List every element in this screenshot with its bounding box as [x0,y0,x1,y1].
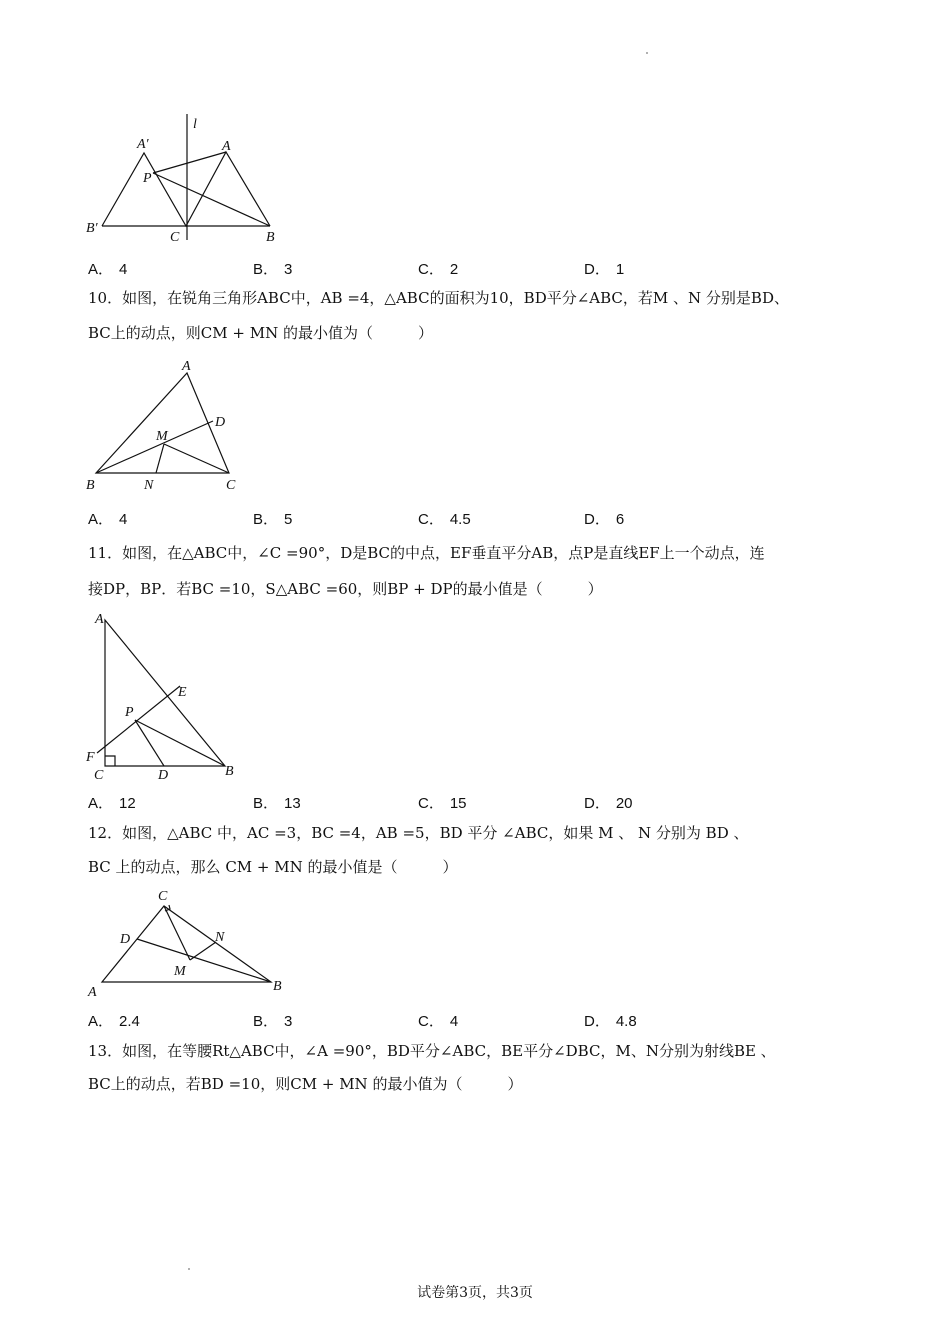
q10-text-line2: BC上的动点，则CM + MN 的最小值为（ ） [88,324,433,342]
q10-label-c: C [226,478,236,493]
q11-option-b[interactable]: B． 13 [253,795,301,812]
q12-label-b: B [273,979,282,994]
q11-option-c[interactable]: C． 15 [418,795,467,812]
q12-label-d: D [120,932,131,947]
q10-label-a: A [182,359,191,374]
q10-option-d[interactable]: D． 6 [584,511,625,528]
q12-option-d[interactable]: D． 4.8 [584,1013,637,1030]
q12-option-a[interactable]: A． 2.4 [88,1013,140,1030]
q12-label-c: C [158,889,168,904]
q10-text-line1: 10．如图，在锐角三角形ABC中，AB =4，△ABC的面积为10，BD平分∠ABC，若M 、N 分别是BD、 [88,289,789,307]
q10-option-c[interactable]: C． 4.5 [418,511,471,528]
q10-option-a[interactable]: A． 4 [88,511,128,528]
q9-option-a[interactable]: A． 4 [88,261,128,278]
q11-label-f: F [86,750,95,765]
q11-option-a[interactable]: A． 12 [88,795,136,812]
q11-text-line2: 接DP，BP．若BC =10，S△ABC =60，则BP + DP的最小值是（ ） [88,580,603,598]
q10-figure [80,355,250,495]
q12-option-b[interactable]: B． 3 [253,1013,293,1030]
q11-label-p: P [125,705,134,720]
q12-figure [80,884,300,999]
q12-label-m: M [174,964,186,979]
q10-label-b: B [86,478,95,493]
q9-label-b: B [266,230,275,245]
q9-label-c: C [170,230,180,245]
q11-figure [80,608,260,783]
q11-label-e: E [178,685,187,700]
page-footer: 试卷第3页，共3页 [417,1285,533,1301]
q9-option-b[interactable]: B． 3 [253,261,293,278]
q10-label-d: D [215,415,226,430]
q13-text-line1: 13．如图，在等腰Rt△ABC中，∠A =90°，BD平分∠ABC，BE平分∠DBC，M、N分别为射线BE 、 [88,1042,776,1060]
q11-label-a: A [95,612,104,627]
q11-text-line1: 11．如图，在△ABC中，∠C =90°，D是BC的中点，EF垂直平分AB，点P是直线EF上一个动点，连 [88,544,765,562]
q11-option-d[interactable]: D． 20 [584,795,633,812]
q9-label-a: A [222,139,231,154]
q9-label-b-prime: B′ [86,221,98,236]
q11-label-c: C [94,768,104,783]
q9-label-l: l [193,117,197,132]
q10-label-n: N [144,478,154,493]
q12-label-a: A [88,985,97,1000]
q10-option-b[interactable]: B． 5 [253,511,293,528]
q9-label-a-prime: A′ [137,137,149,152]
q9-figure [80,110,290,250]
q11-label-d: D [158,768,169,783]
q12-text-line1: 12．如图，△ABC 中，AC =3，BC =4，AB =5，BD 平分 ∠ABC，如果 M 、 N 分别为 BD 、 [88,824,749,842]
q10-label-m: M [156,429,168,444]
q12-option-c[interactable]: C． 4 [418,1013,459,1030]
page-dot [188,1268,190,1270]
page-dot [646,52,648,54]
q9-option-c[interactable]: C． 2 [418,261,459,278]
q9-label-p: P [143,171,152,186]
q11-label-b: B [225,764,234,779]
q12-text-line2: BC 上的动点，那么 CM + MN 的最小值是（ ） [88,858,458,876]
q13-text-line2: BC上的动点，若BD =10，则CM + MN 的最小值为（ ） [88,1075,523,1093]
q12-label-n: N [215,930,225,945]
q9-option-d[interactable]: D． 1 [584,261,625,278]
